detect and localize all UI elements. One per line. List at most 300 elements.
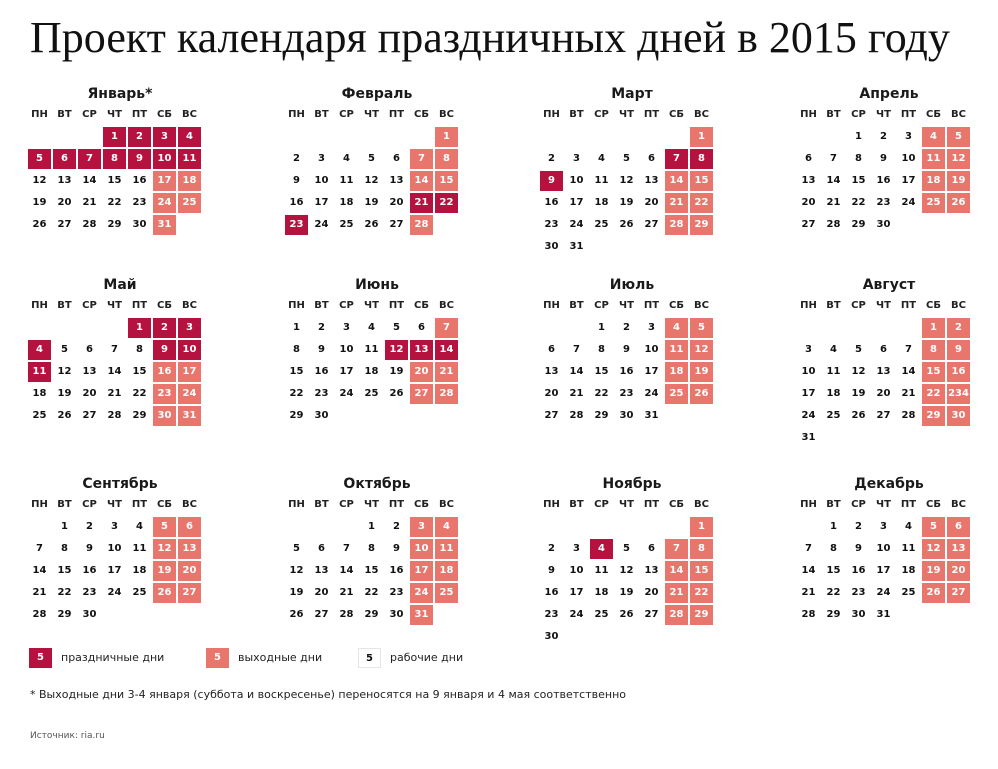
weekday-header: СБ	[926, 499, 941, 510]
day-cell: 5	[947, 127, 970, 147]
empty-cell	[540, 318, 563, 338]
day-cell: 14	[339, 565, 354, 576]
weekday-header: ВТ	[826, 300, 841, 311]
day-cell: 29	[690, 605, 713, 625]
empty-cell	[690, 237, 713, 257]
legend-holiday-label: праздничные дни	[61, 651, 165, 664]
empty-cell	[922, 215, 945, 235]
weekday-header: ЧТ	[364, 300, 379, 311]
day-cell: 8	[435, 149, 458, 169]
day-cell: 12	[690, 340, 713, 360]
month-grid	[28, 296, 212, 428]
empty-cell	[665, 517, 688, 537]
empty-cell	[385, 127, 408, 147]
weekday-header: ВТ	[826, 109, 841, 120]
month-grid	[28, 105, 212, 237]
day-cell: 13	[876, 366, 891, 377]
day-cell: 27	[544, 410, 559, 421]
day-cell: 15	[364, 565, 379, 576]
day-cell: 26	[153, 583, 176, 603]
day-cell: 4	[922, 127, 945, 147]
footnote: * Выходные дни 3-4 января (суббота и воскресенье) переносятся на 9 января и 4 мая соответственно	[30, 688, 626, 701]
day-cell: 2	[623, 322, 630, 333]
weekday-header: ВС	[439, 499, 454, 510]
day-cell: 21	[826, 197, 841, 208]
empty-cell	[178, 605, 201, 625]
day-cell: 13	[544, 366, 559, 377]
day-cell: 14	[107, 366, 122, 377]
day-cell: 2	[128, 127, 151, 147]
legend-workday	[358, 647, 463, 667]
day-cell: 28	[339, 609, 354, 620]
day-cell: 11	[901, 543, 916, 554]
day-cell: 13	[644, 565, 659, 576]
day-cell: 12	[57, 366, 72, 377]
day-cell: 2	[548, 153, 555, 164]
weekday-header: ВС	[951, 109, 966, 120]
day-cell: 14	[665, 171, 688, 191]
day-cell: 28	[410, 215, 433, 235]
empty-cell	[872, 428, 895, 448]
month-title: Февраль	[341, 86, 413, 102]
weekday-header: ПТ	[131, 499, 148, 510]
empty-cell	[797, 318, 820, 338]
day-cell: 8	[103, 149, 126, 169]
weekday-header: СБ	[157, 499, 172, 510]
legend-workday-label: рабочие дни	[390, 651, 464, 664]
day-cell: 14	[435, 340, 458, 360]
day-cell: 22	[851, 197, 866, 208]
day-cell: 26	[851, 410, 866, 421]
day-cell: 12	[851, 366, 866, 377]
weekday-header: ЧТ	[876, 499, 891, 510]
day-cell: 18	[594, 197, 609, 208]
empty-cell	[665, 127, 688, 147]
day-cell: 8	[855, 153, 862, 164]
weekday-header: ВС	[694, 499, 709, 510]
day-cell: 20	[947, 561, 970, 581]
weekday-header: ВС	[694, 109, 709, 120]
day-cell: 10	[314, 175, 329, 186]
weekday-header: ПТ	[388, 499, 405, 510]
day-cell: 25	[594, 609, 609, 620]
day-cell: 12	[619, 565, 634, 576]
day-cell: 6	[53, 149, 76, 169]
empty-cell	[922, 428, 945, 448]
day-cell: 22	[690, 193, 713, 213]
month-grid	[285, 296, 469, 428]
day-cell: 18	[594, 587, 609, 598]
day-cell: 29	[922, 406, 945, 426]
day-cell: 1	[598, 322, 605, 333]
empty-cell	[665, 406, 688, 426]
day-cell: 23	[314, 388, 329, 399]
day-cell: 15	[107, 175, 122, 186]
empty-cell	[335, 127, 358, 147]
empty-cell	[335, 406, 358, 426]
day-cell: 1	[435, 127, 458, 147]
weekday-header: ПН	[288, 300, 305, 311]
day-cell: 13	[947, 539, 970, 559]
month-grid	[540, 495, 724, 649]
weekday-header: ВТ	[57, 109, 72, 120]
empty-cell	[897, 318, 920, 338]
day-cell: 15	[690, 561, 713, 581]
empty-cell	[28, 517, 51, 537]
empty-cell	[28, 318, 51, 338]
day-cell: 24	[339, 388, 354, 399]
day-cell: 17	[901, 175, 916, 186]
empty-cell	[822, 318, 845, 338]
legend-weekend	[206, 647, 322, 667]
weekday-header: ЧТ	[107, 499, 122, 510]
empty-cell	[540, 517, 563, 537]
month-grid	[28, 495, 212, 627]
day-cell: 6	[418, 322, 425, 333]
empty-cell	[435, 406, 458, 426]
day-cell: 4	[343, 153, 350, 164]
month-grid	[285, 105, 469, 237]
day-cell: 1	[690, 127, 713, 147]
month-title: Сентябрь	[82, 476, 158, 492]
day-cell: 11	[922, 149, 945, 169]
month-grid	[540, 105, 724, 259]
month-june	[285, 275, 469, 428]
day-cell: 13	[178, 539, 201, 559]
weekday-header: ВТ	[314, 109, 329, 120]
day-cell: 10	[569, 175, 584, 186]
weekday-header: ЧТ	[619, 109, 634, 120]
day-cell: 12	[619, 175, 634, 186]
day-cell: 17	[644, 366, 659, 377]
day-cell: 20	[178, 561, 201, 581]
weekday-header: ПН	[800, 109, 817, 120]
day-cell: 26	[389, 388, 404, 399]
weekday-header: ЧТ	[107, 300, 122, 311]
empty-cell	[922, 605, 945, 625]
day-cell: 1	[103, 127, 126, 147]
day-cell: 2	[86, 521, 93, 532]
day-cell: 20	[82, 388, 97, 399]
day-cell: 27	[389, 219, 404, 230]
day-cell: 17	[801, 388, 816, 399]
day-cell: 1	[293, 322, 300, 333]
day-cell: 2	[153, 318, 176, 338]
day-cell: 24	[153, 193, 176, 213]
day-cell: 14	[901, 366, 916, 377]
day-cell: 4	[435, 517, 458, 537]
day-cell: 31	[801, 432, 816, 443]
weekday-header: СБ	[669, 109, 684, 120]
day-cell: 30	[544, 241, 559, 252]
day-cell: 24	[801, 410, 816, 421]
day-cell: 20	[57, 197, 72, 208]
day-cell: 17	[314, 197, 329, 208]
empty-cell	[615, 627, 638, 647]
day-cell: 18	[364, 366, 379, 377]
day-cell: 22	[289, 388, 304, 399]
day-cell: 5	[28, 149, 51, 169]
weekday-header: СБ	[414, 300, 429, 311]
empty-cell	[103, 318, 126, 338]
month-title: Ноябрь	[602, 476, 662, 492]
day-cell: 26	[57, 410, 72, 421]
weekday-header: ЧТ	[619, 300, 634, 311]
legend-weekend-swatch: 5	[206, 648, 229, 668]
day-cell: 234	[947, 384, 970, 404]
month-title: Март	[611, 86, 653, 102]
month-january	[28, 84, 212, 237]
day-cell: 30	[132, 219, 147, 230]
day-cell: 16	[289, 197, 304, 208]
day-cell: 15	[922, 362, 945, 382]
day-cell: 20	[801, 197, 816, 208]
day-cell: 21	[410, 193, 433, 213]
weekday-header: ПТ	[643, 499, 660, 510]
weekday-header: СР	[851, 300, 866, 311]
day-cell: 19	[922, 561, 945, 581]
day-cell: 11	[594, 175, 609, 186]
source-note: Источник: ria.ru	[30, 731, 105, 741]
month-title: Июль	[609, 277, 655, 293]
day-cell: 19	[389, 366, 404, 377]
weekday-header: ВТ	[57, 300, 72, 311]
weekday-header: ПТ	[900, 300, 917, 311]
weekday-header: СБ	[669, 300, 684, 311]
day-cell: 12	[289, 565, 304, 576]
day-cell: 4	[368, 322, 375, 333]
day-cell: 23	[132, 197, 147, 208]
weekday-header: ЧТ	[876, 109, 891, 120]
day-cell: 7	[111, 344, 118, 355]
day-cell: 6	[648, 543, 655, 554]
day-cell: 21	[801, 587, 816, 598]
day-cell: 5	[293, 543, 300, 554]
weekday-header: ПН	[288, 499, 305, 510]
day-cell: 24	[107, 587, 122, 598]
day-cell: 14	[569, 366, 584, 377]
legend-holiday	[29, 647, 164, 667]
day-cell: 12	[385, 340, 408, 360]
day-cell: 25	[32, 410, 47, 421]
day-cell: 15	[690, 171, 713, 191]
empty-cell	[665, 627, 688, 647]
day-cell: 12	[32, 175, 47, 186]
day-cell: 6	[86, 344, 93, 355]
day-cell: 17	[569, 587, 584, 598]
day-cell: 24	[569, 609, 584, 620]
day-cell: 25	[339, 219, 354, 230]
empty-cell	[947, 605, 970, 625]
empty-cell	[665, 237, 688, 257]
day-cell: 31	[178, 406, 201, 426]
day-cell: 3	[905, 131, 912, 142]
day-cell: 3	[153, 127, 176, 147]
day-cell: 28	[435, 384, 458, 404]
day-cell: 23	[82, 587, 97, 598]
day-cell: 25	[364, 388, 379, 399]
day-cell: 7	[78, 149, 101, 169]
day-cell: 29	[107, 219, 122, 230]
day-cell: 16	[544, 197, 559, 208]
weekday-header: СР	[851, 109, 866, 120]
empty-cell	[615, 127, 638, 147]
day-cell: 13	[644, 175, 659, 186]
legend-workday-swatch: 5	[358, 648, 381, 668]
day-cell: 5	[393, 322, 400, 333]
empty-cell	[640, 127, 663, 147]
day-cell: 19	[619, 197, 634, 208]
day-cell: 26	[922, 583, 945, 603]
day-cell: 9	[128, 149, 151, 169]
day-cell: 2	[855, 521, 862, 532]
empty-cell	[590, 517, 613, 537]
weekday-header: ЧТ	[876, 300, 891, 311]
month-october	[285, 474, 469, 627]
day-cell: 18	[922, 171, 945, 191]
day-cell: 17	[107, 565, 122, 576]
day-cell: 27	[801, 219, 816, 230]
day-cell: 5	[623, 153, 630, 164]
day-cell: 18	[339, 197, 354, 208]
day-cell: 16	[544, 587, 559, 598]
day-cell: 19	[289, 587, 304, 598]
weekday-header: ВТ	[569, 300, 584, 311]
weekday-header: ПТ	[643, 300, 660, 311]
empty-cell	[590, 627, 613, 647]
day-cell: 25	[901, 587, 916, 598]
day-cell: 31	[153, 215, 176, 235]
day-cell: 8	[61, 543, 68, 554]
empty-cell	[310, 127, 333, 147]
weekday-header: СР	[594, 499, 609, 510]
day-cell: 20	[644, 587, 659, 598]
day-cell: 20	[389, 197, 404, 208]
weekday-header: ВТ	[826, 499, 841, 510]
day-cell: 11	[435, 539, 458, 559]
weekday-header: СР	[339, 300, 354, 311]
empty-cell	[590, 127, 613, 147]
day-cell: 28	[32, 609, 47, 620]
day-cell: 10	[410, 539, 433, 559]
day-cell: 9	[855, 543, 862, 554]
day-cell: 10	[901, 153, 916, 164]
day-cell: 2	[548, 543, 555, 554]
day-cell: 12	[922, 539, 945, 559]
day-cell: 13	[314, 565, 329, 576]
day-cell: 22	[826, 587, 841, 598]
day-cell: 4	[28, 340, 51, 360]
weekday-header: СБ	[926, 109, 941, 120]
day-cell: 7	[805, 543, 812, 554]
day-cell: 9	[86, 543, 93, 554]
page-title: Проект календаря праздничных дней в 2015 году	[30, 13, 950, 62]
day-cell: 2	[880, 131, 887, 142]
weekday-header: ВС	[182, 499, 197, 510]
day-cell: 18	[32, 388, 47, 399]
day-cell: 1	[922, 318, 945, 338]
empty-cell	[897, 215, 920, 235]
day-cell: 16	[132, 175, 147, 186]
day-cell: 6	[648, 153, 655, 164]
weekday-header: СБ	[157, 109, 172, 120]
day-cell: 21	[665, 583, 688, 603]
empty-cell	[947, 215, 970, 235]
day-cell: 31	[876, 609, 891, 620]
day-cell: 8	[598, 344, 605, 355]
day-cell: 26	[947, 193, 970, 213]
weekday-header: ПТ	[388, 109, 405, 120]
day-cell: 17	[410, 561, 433, 581]
day-cell: 16	[389, 565, 404, 576]
day-cell: 1	[368, 521, 375, 532]
day-cell: 30	[82, 609, 97, 620]
day-cell: 19	[153, 561, 176, 581]
day-cell: 21	[901, 388, 916, 399]
day-cell: 9	[153, 340, 176, 360]
day-cell: 25	[922, 193, 945, 213]
day-cell: 22	[690, 583, 713, 603]
day-cell: 2	[318, 322, 325, 333]
day-cell: 26	[289, 609, 304, 620]
day-cell: 24	[410, 583, 433, 603]
day-cell: 9	[293, 175, 300, 186]
day-cell: 27	[314, 609, 329, 620]
day-cell: 5	[690, 318, 713, 338]
empty-cell	[565, 127, 588, 147]
weekday-header: СР	[82, 300, 97, 311]
day-cell: 6	[318, 543, 325, 554]
day-cell: 28	[107, 410, 122, 421]
day-cell: 7	[435, 318, 458, 338]
day-cell: 22	[594, 388, 609, 399]
day-cell: 29	[132, 410, 147, 421]
weekday-header: СР	[82, 499, 97, 510]
day-cell: 23	[876, 197, 891, 208]
day-cell: 24	[644, 388, 659, 399]
day-cell: 8	[293, 344, 300, 355]
day-cell: 9	[540, 171, 563, 191]
day-cell: 30	[619, 410, 634, 421]
day-cell: 27	[644, 609, 659, 620]
day-cell: 6	[805, 153, 812, 164]
day-cell: 14	[665, 561, 688, 581]
weekday-header: ПН	[800, 300, 817, 311]
day-cell: 5	[855, 344, 862, 355]
day-cell: 4	[136, 521, 143, 532]
day-cell: 27	[410, 384, 433, 404]
empty-cell	[822, 428, 845, 448]
month-title: Январь*	[87, 86, 153, 102]
day-cell: 13	[82, 366, 97, 377]
day-cell: 20	[314, 587, 329, 598]
weekday-header: ВС	[182, 109, 197, 120]
empty-cell	[615, 517, 638, 537]
day-cell: 27	[178, 583, 201, 603]
weekday-header: ВС	[694, 300, 709, 311]
day-cell: 31	[644, 410, 659, 421]
day-cell: 25	[178, 193, 201, 213]
empty-cell	[410, 127, 433, 147]
weekday-header: ПН	[31, 109, 48, 120]
day-cell: 5	[922, 517, 945, 537]
day-cell: 1	[855, 131, 862, 142]
empty-cell	[360, 406, 383, 426]
empty-cell	[360, 127, 383, 147]
day-cell: 8	[690, 539, 713, 559]
weekday-header: ВС	[182, 300, 197, 311]
day-cell: 10	[569, 565, 584, 576]
